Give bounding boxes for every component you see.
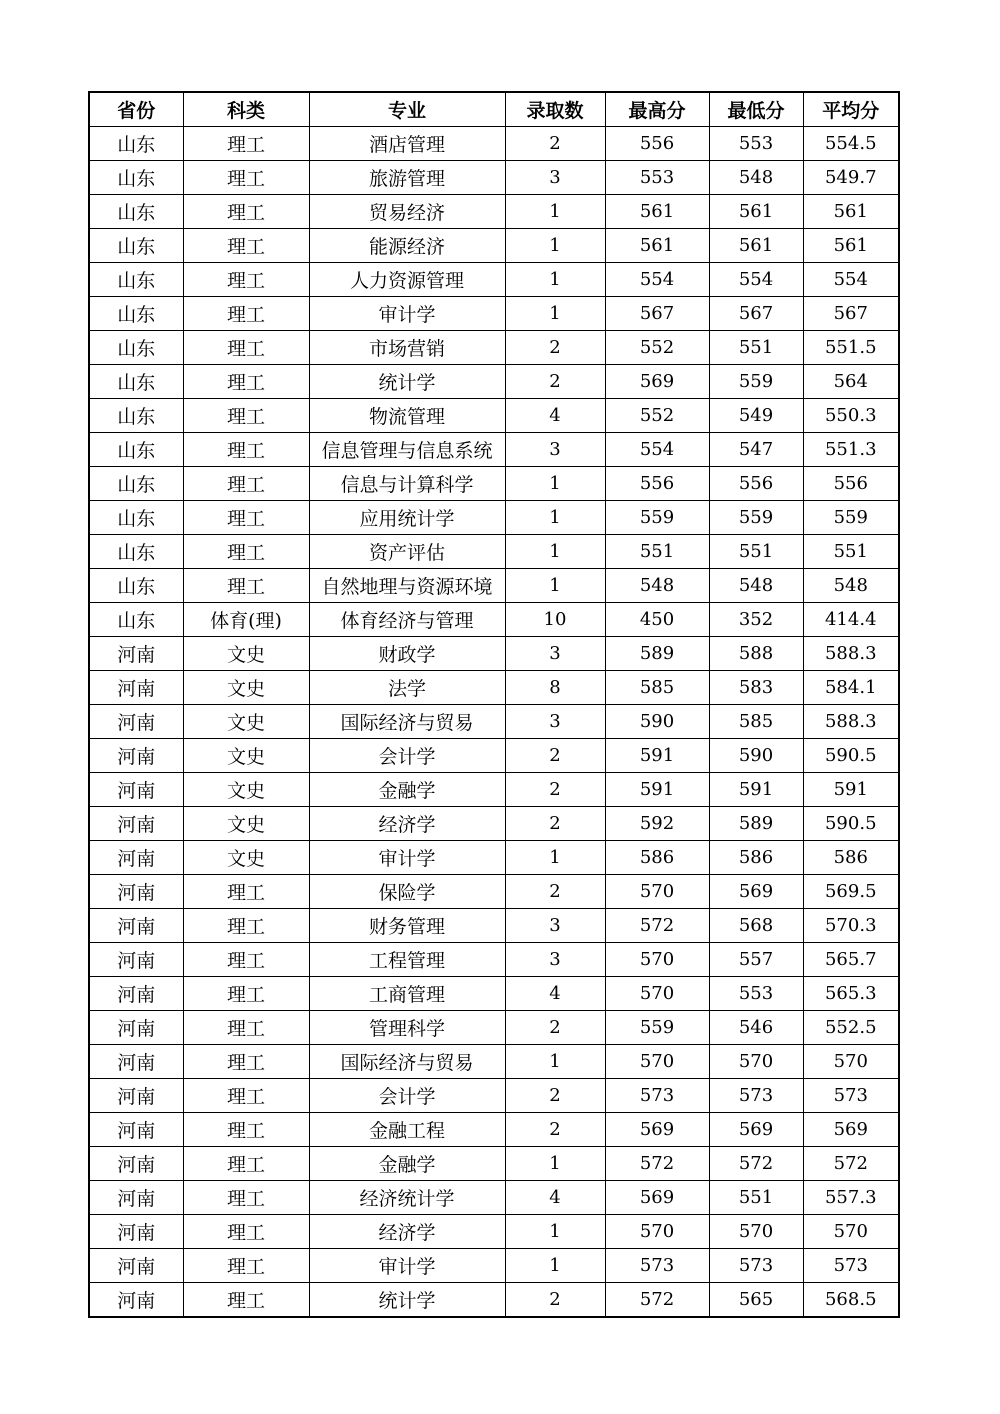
- table-row: [89, 1181, 899, 1215]
- cell-lowest-score: 554: [709, 263, 803, 297]
- cell-highest-score: 569: [605, 1113, 709, 1147]
- cell-highest-score: 553: [605, 161, 709, 195]
- cell-average-score: 561: [803, 229, 899, 263]
- header-highest-score: 最高分: [605, 92, 709, 127]
- cell-admitted-count: 1: [505, 841, 605, 875]
- cell-category: 理工: [183, 943, 309, 977]
- cell-lowest-score: 352: [709, 603, 803, 637]
- cell-major: 财务管理: [309, 909, 505, 943]
- cell-admitted-count: 1: [505, 297, 605, 331]
- cell-average-score: 554.5: [803, 127, 899, 161]
- cell-average-score: 591: [803, 773, 899, 807]
- cell-average-score: 565.3: [803, 977, 899, 1011]
- cell-category: 文史: [183, 841, 309, 875]
- cell-highest-score: 559: [605, 1011, 709, 1045]
- cell-highest-score: 570: [605, 875, 709, 909]
- cell-average-score: 551: [803, 535, 899, 569]
- cell-admitted-count: 3: [505, 637, 605, 671]
- table-row: [89, 297, 899, 331]
- table-row: [89, 909, 899, 943]
- cell-major: 贸易经济: [309, 195, 505, 229]
- cell-admitted-count: 2: [505, 739, 605, 773]
- cell-admitted-count: 1: [505, 263, 605, 297]
- table-row: [89, 603, 899, 637]
- cell-province: 河南: [89, 841, 183, 875]
- cell-admitted-count: 4: [505, 1181, 605, 1215]
- cell-major: 经济统计学: [309, 1181, 505, 1215]
- cell-province: 河南: [89, 943, 183, 977]
- cell-average-score: 568.5: [803, 1283, 899, 1318]
- cell-average-score: 570: [803, 1215, 899, 1249]
- table-row: [89, 739, 899, 773]
- cell-highest-score: 551: [605, 535, 709, 569]
- cell-category: 理工: [183, 229, 309, 263]
- cell-average-score: 586: [803, 841, 899, 875]
- cell-highest-score: 585: [605, 671, 709, 705]
- table-row: [89, 195, 899, 229]
- cell-major: 金融工程: [309, 1113, 505, 1147]
- cell-lowest-score: 551: [709, 535, 803, 569]
- cell-highest-score: 572: [605, 909, 709, 943]
- cell-category: 理工: [183, 977, 309, 1011]
- cell-category: 理工: [183, 195, 309, 229]
- table-body: [89, 127, 899, 1318]
- cell-lowest-score: 549: [709, 399, 803, 433]
- cell-lowest-score: 589: [709, 807, 803, 841]
- cell-highest-score: 570: [605, 977, 709, 1011]
- cell-category: 理工: [183, 433, 309, 467]
- header-category: 科类: [183, 92, 309, 127]
- cell-province: 河南: [89, 671, 183, 705]
- cell-category: 理工: [183, 1045, 309, 1079]
- table-row: [89, 331, 899, 365]
- cell-major: 金融学: [309, 1147, 505, 1181]
- cell-admitted-count: 2: [505, 875, 605, 909]
- cell-major: 金融学: [309, 773, 505, 807]
- cell-average-score: 567: [803, 297, 899, 331]
- cell-major: 保险学: [309, 875, 505, 909]
- cell-major: 统计学: [309, 365, 505, 399]
- cell-average-score: 557.3: [803, 1181, 899, 1215]
- cell-category: 理工: [183, 1079, 309, 1113]
- cell-average-score: 569.5: [803, 875, 899, 909]
- cell-average-score: 590.5: [803, 739, 899, 773]
- cell-category: 文史: [183, 739, 309, 773]
- cell-category: 理工: [183, 501, 309, 535]
- cell-highest-score: 561: [605, 195, 709, 229]
- cell-lowest-score: 585: [709, 705, 803, 739]
- cell-category: 理工: [183, 1249, 309, 1283]
- cell-category: 体育(理): [183, 603, 309, 637]
- cell-category: 理工: [183, 535, 309, 569]
- cell-major: 经济学: [309, 1215, 505, 1249]
- cell-highest-score: 554: [605, 263, 709, 297]
- cell-admitted-count: 2: [505, 1113, 605, 1147]
- cell-admitted-count: 10: [505, 603, 605, 637]
- table-row: [89, 399, 899, 433]
- cell-province: 河南: [89, 705, 183, 739]
- cell-major: 自然地理与资源环境: [309, 569, 505, 603]
- cell-admitted-count: 1: [505, 195, 605, 229]
- cell-admitted-count: 2: [505, 1011, 605, 1045]
- cell-province: 山东: [89, 161, 183, 195]
- cell-category: 理工: [183, 1011, 309, 1045]
- cell-major: 管理科学: [309, 1011, 505, 1045]
- cell-lowest-score: 551: [709, 331, 803, 365]
- cell-category: 理工: [183, 875, 309, 909]
- cell-average-score: 570: [803, 1045, 899, 1079]
- cell-highest-score: 556: [605, 127, 709, 161]
- cell-average-score: 584.1: [803, 671, 899, 705]
- cell-major: 财政学: [309, 637, 505, 671]
- cell-highest-score: 552: [605, 331, 709, 365]
- cell-admitted-count: 2: [505, 1283, 605, 1318]
- cell-major: 工商管理: [309, 977, 505, 1011]
- table-row: [89, 263, 899, 297]
- cell-highest-score: 554: [605, 433, 709, 467]
- cell-category: 文史: [183, 637, 309, 671]
- cell-category: 理工: [183, 331, 309, 365]
- cell-province: 山东: [89, 365, 183, 399]
- cell-admitted-count: 2: [505, 773, 605, 807]
- cell-lowest-score: 553: [709, 977, 803, 1011]
- cell-average-score: 564: [803, 365, 899, 399]
- cell-lowest-score: 548: [709, 569, 803, 603]
- header-average-score: 平均分: [803, 92, 899, 127]
- cell-highest-score: 548: [605, 569, 709, 603]
- header-admitted-count: 录取数: [505, 92, 605, 127]
- cell-admitted-count: 3: [505, 943, 605, 977]
- cell-lowest-score: 548: [709, 161, 803, 195]
- table-row: [89, 433, 899, 467]
- cell-province: 山东: [89, 127, 183, 161]
- cell-admitted-count: 2: [505, 807, 605, 841]
- table-row: [89, 1215, 899, 1249]
- cell-lowest-score: 565: [709, 1283, 803, 1318]
- cell-major: 能源经济: [309, 229, 505, 263]
- cell-category: 理工: [183, 297, 309, 331]
- cell-province: 山东: [89, 195, 183, 229]
- cell-province: 山东: [89, 501, 183, 535]
- cell-major: 经济学: [309, 807, 505, 841]
- cell-major: 旅游管理: [309, 161, 505, 195]
- table-row: [89, 365, 899, 399]
- cell-province: 山东: [89, 399, 183, 433]
- cell-highest-score: 592: [605, 807, 709, 841]
- table-row: [89, 773, 899, 807]
- cell-highest-score: 589: [605, 637, 709, 671]
- table-row: [89, 569, 899, 603]
- cell-lowest-score: 551: [709, 1181, 803, 1215]
- cell-province: 河南: [89, 1215, 183, 1249]
- cell-admitted-count: 4: [505, 977, 605, 1011]
- cell-category: 理工: [183, 127, 309, 161]
- cell-highest-score: 591: [605, 739, 709, 773]
- cell-category: 文史: [183, 773, 309, 807]
- cell-category: 理工: [183, 1215, 309, 1249]
- header-province: 省份: [89, 92, 183, 127]
- cell-province: 河南: [89, 773, 183, 807]
- cell-province: 河南: [89, 807, 183, 841]
- cell-admitted-count: 8: [505, 671, 605, 705]
- cell-lowest-score: 547: [709, 433, 803, 467]
- cell-category: 理工: [183, 569, 309, 603]
- cell-lowest-score: 570: [709, 1215, 803, 1249]
- cell-category: 理工: [183, 365, 309, 399]
- table-row: [89, 807, 899, 841]
- cell-major: 人力资源管理: [309, 263, 505, 297]
- cell-major: 会计学: [309, 1079, 505, 1113]
- cell-lowest-score: 559: [709, 365, 803, 399]
- cell-category: 理工: [183, 1283, 309, 1318]
- cell-highest-score: 559: [605, 501, 709, 535]
- cell-average-score: 414.4: [803, 603, 899, 637]
- table-row: [89, 229, 899, 263]
- cell-average-score: 550.3: [803, 399, 899, 433]
- cell-admitted-count: 2: [505, 127, 605, 161]
- cell-average-score: 588.3: [803, 637, 899, 671]
- cell-admitted-count: 1: [505, 1249, 605, 1283]
- cell-major: 体育经济与管理: [309, 603, 505, 637]
- cell-province: 山东: [89, 569, 183, 603]
- cell-lowest-score: 572: [709, 1147, 803, 1181]
- cell-admitted-count: 1: [505, 1215, 605, 1249]
- table-row: [89, 977, 899, 1011]
- cell-admitted-count: 1: [505, 569, 605, 603]
- table-row: [89, 841, 899, 875]
- cell-average-score: 551.3: [803, 433, 899, 467]
- cell-province: 山东: [89, 331, 183, 365]
- cell-category: 理工: [183, 909, 309, 943]
- cell-major: 信息与计算科学: [309, 467, 505, 501]
- cell-category: 理工: [183, 1147, 309, 1181]
- cell-average-score: 565.7: [803, 943, 899, 977]
- cell-province: 河南: [89, 1283, 183, 1318]
- cell-lowest-score: 570: [709, 1045, 803, 1079]
- cell-province: 山东: [89, 297, 183, 331]
- cell-major: 审计学: [309, 841, 505, 875]
- cell-lowest-score: 569: [709, 1113, 803, 1147]
- cell-admitted-count: 3: [505, 161, 605, 195]
- cell-category: 文史: [183, 807, 309, 841]
- cell-average-score: 569: [803, 1113, 899, 1147]
- cell-province: 河南: [89, 1079, 183, 1113]
- table-row: [89, 637, 899, 671]
- cell-province: 河南: [89, 1113, 183, 1147]
- cell-highest-score: 556: [605, 467, 709, 501]
- cell-highest-score: 450: [605, 603, 709, 637]
- cell-admitted-count: 1: [505, 1147, 605, 1181]
- cell-lowest-score: 591: [709, 773, 803, 807]
- cell-admitted-count: 1: [505, 1045, 605, 1079]
- cell-admitted-count: 2: [505, 1079, 605, 1113]
- cell-lowest-score: 573: [709, 1079, 803, 1113]
- cell-province: 山东: [89, 603, 183, 637]
- cell-province: 山东: [89, 433, 183, 467]
- cell-admitted-count: 1: [505, 229, 605, 263]
- cell-admitted-count: 3: [505, 433, 605, 467]
- table-row: [89, 535, 899, 569]
- cell-lowest-score: 561: [709, 195, 803, 229]
- cell-major: 市场营销: [309, 331, 505, 365]
- cell-highest-score: 569: [605, 365, 709, 399]
- table-row: [89, 1249, 899, 1283]
- cell-lowest-score: 588: [709, 637, 803, 671]
- cell-category: 理工: [183, 161, 309, 195]
- cell-major: 审计学: [309, 1249, 505, 1283]
- table-row: [89, 1147, 899, 1181]
- cell-average-score: 548: [803, 569, 899, 603]
- cell-category: 文史: [183, 671, 309, 705]
- cell-province: 河南: [89, 1147, 183, 1181]
- cell-province: 河南: [89, 1045, 183, 1079]
- cell-major: 信息管理与信息系统: [309, 433, 505, 467]
- cell-lowest-score: 568: [709, 909, 803, 943]
- cell-major: 国际经济与贸易: [309, 1045, 505, 1079]
- table-row: [89, 1079, 899, 1113]
- table-row: [89, 161, 899, 195]
- table-row: [89, 671, 899, 705]
- cell-highest-score: 572: [605, 1283, 709, 1318]
- cell-lowest-score: 561: [709, 229, 803, 263]
- cell-province: 河南: [89, 637, 183, 671]
- cell-lowest-score: 546: [709, 1011, 803, 1045]
- cell-category: 理工: [183, 1113, 309, 1147]
- cell-average-score: 588.3: [803, 705, 899, 739]
- cell-category: 文史: [183, 705, 309, 739]
- cell-lowest-score: 583: [709, 671, 803, 705]
- table-row: [89, 705, 899, 739]
- cell-lowest-score: 569: [709, 875, 803, 909]
- table-row: [89, 467, 899, 501]
- cell-average-score: 570.3: [803, 909, 899, 943]
- cell-highest-score: 569: [605, 1181, 709, 1215]
- cell-province: 河南: [89, 909, 183, 943]
- table-row: [89, 127, 899, 161]
- cell-province: 山东: [89, 467, 183, 501]
- table-row: [89, 943, 899, 977]
- cell-lowest-score: 556: [709, 467, 803, 501]
- cell-average-score: 573: [803, 1079, 899, 1113]
- cell-admitted-count: 2: [505, 365, 605, 399]
- table-row: [89, 501, 899, 535]
- cell-average-score: 549.7: [803, 161, 899, 195]
- cell-major: 审计学: [309, 297, 505, 331]
- cell-average-score: 551.5: [803, 331, 899, 365]
- cell-province: 山东: [89, 229, 183, 263]
- cell-major: 会计学: [309, 739, 505, 773]
- cell-province: 河南: [89, 739, 183, 773]
- table-row: [89, 1011, 899, 1045]
- table-row: [89, 1045, 899, 1079]
- admission-score-table: [88, 91, 900, 1318]
- cell-major: 统计学: [309, 1283, 505, 1318]
- cell-highest-score: 573: [605, 1249, 709, 1283]
- cell-admitted-count: 3: [505, 705, 605, 739]
- cell-major: 物流管理: [309, 399, 505, 433]
- cell-highest-score: 591: [605, 773, 709, 807]
- cell-lowest-score: 557: [709, 943, 803, 977]
- cell-admitted-count: 4: [505, 399, 605, 433]
- cell-province: 河南: [89, 1011, 183, 1045]
- cell-admitted-count: 3: [505, 909, 605, 943]
- cell-lowest-score: 567: [709, 297, 803, 331]
- cell-average-score: 552.5: [803, 1011, 899, 1045]
- cell-highest-score: 570: [605, 1045, 709, 1079]
- table-row: [89, 875, 899, 909]
- cell-lowest-score: 573: [709, 1249, 803, 1283]
- cell-highest-score: 573: [605, 1079, 709, 1113]
- table-header-row: [89, 92, 899, 127]
- cell-province: 山东: [89, 263, 183, 297]
- cell-highest-score: 552: [605, 399, 709, 433]
- cell-major: 法学: [309, 671, 505, 705]
- cell-lowest-score: 590: [709, 739, 803, 773]
- cell-category: 理工: [183, 1181, 309, 1215]
- cell-admitted-count: 1: [505, 501, 605, 535]
- header-major: 专业: [309, 92, 505, 127]
- cell-highest-score: 590: [605, 705, 709, 739]
- cell-highest-score: 567: [605, 297, 709, 331]
- cell-major: 工程管理: [309, 943, 505, 977]
- cell-category: 理工: [183, 399, 309, 433]
- cell-lowest-score: 586: [709, 841, 803, 875]
- header-lowest-score: 最低分: [709, 92, 803, 127]
- cell-average-score: 559: [803, 501, 899, 535]
- cell-province: 河南: [89, 977, 183, 1011]
- table-row: [89, 1113, 899, 1147]
- cell-average-score: 561: [803, 195, 899, 229]
- cell-category: 理工: [183, 263, 309, 297]
- cell-major: 酒店管理: [309, 127, 505, 161]
- cell-highest-score: 586: [605, 841, 709, 875]
- cell-highest-score: 572: [605, 1147, 709, 1181]
- cell-province: 河南: [89, 1249, 183, 1283]
- cell-lowest-score: 553: [709, 127, 803, 161]
- cell-admitted-count: 1: [505, 467, 605, 501]
- cell-category: 理工: [183, 467, 309, 501]
- cell-province: 山东: [89, 535, 183, 569]
- cell-province: 河南: [89, 875, 183, 909]
- cell-average-score: 572: [803, 1147, 899, 1181]
- cell-highest-score: 570: [605, 1215, 709, 1249]
- cell-highest-score: 570: [605, 943, 709, 977]
- cell-average-score: 573: [803, 1249, 899, 1283]
- cell-major: 资产评估: [309, 535, 505, 569]
- cell-highest-score: 561: [605, 229, 709, 263]
- table-row: [89, 1283, 899, 1318]
- cell-major: 应用统计学: [309, 501, 505, 535]
- cell-major: 国际经济与贸易: [309, 705, 505, 739]
- cell-admitted-count: 1: [505, 535, 605, 569]
- cell-average-score: 556: [803, 467, 899, 501]
- cell-province: 河南: [89, 1181, 183, 1215]
- cell-average-score: 590.5: [803, 807, 899, 841]
- cell-lowest-score: 559: [709, 501, 803, 535]
- cell-average-score: 554: [803, 263, 899, 297]
- cell-admitted-count: 2: [505, 331, 605, 365]
